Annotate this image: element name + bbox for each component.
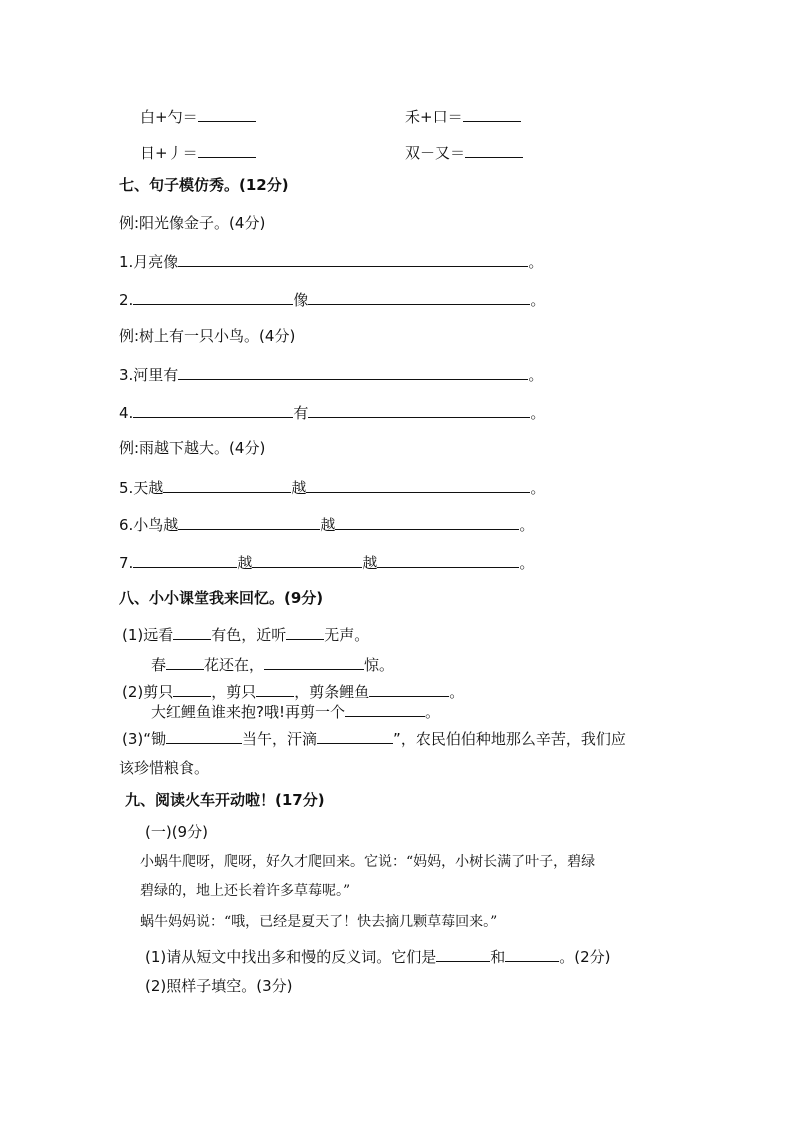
answer-blank[interactable] <box>286 623 324 640</box>
answer-blank[interactable] <box>465 141 523 158</box>
question-8-1b: 春 花还在， 惊。 <box>151 653 394 675</box>
question-8-2b: 大红鲤鱼谁来抱?哦!再剪一个 。 <box>151 700 440 722</box>
answer-blank[interactable] <box>335 513 519 530</box>
answer-blank[interactable] <box>166 653 204 670</box>
reading-passage-line-2: 碧绿的，地上还长着许多草莓呢。” <box>140 883 351 899</box>
answer-blank[interactable] <box>436 945 490 962</box>
answer-blank[interactable] <box>163 476 291 493</box>
answer-blank[interactable] <box>377 551 519 568</box>
answer-blank[interactable] <box>133 288 293 305</box>
answer-blank[interactable] <box>166 727 242 744</box>
example-2: 例:树上有一只小鸟。(4分) <box>119 327 296 345</box>
answer-blank[interactable] <box>178 363 528 380</box>
question-8-3-continued: 该珍惜粮食。 <box>119 759 210 777</box>
section-9-title: 九、阅读火车开动啦！(17分) <box>125 791 325 809</box>
question-8-1a: (1)远看 有色，近听 无声。 <box>122 623 369 645</box>
sentence-line-3: 3.河里有 。 <box>119 363 543 385</box>
answer-blank[interactable] <box>198 141 256 158</box>
answer-blank[interactable] <box>252 551 362 568</box>
part-1-label: (一)(9分) <box>145 823 208 841</box>
section-8-title: 八、小小课堂我来回忆。(9分) <box>119 589 324 607</box>
sentence-line-7: 7. 越 越 。 <box>119 551 534 573</box>
sentence-line-5: 5.天越 越 。 <box>119 476 545 498</box>
reading-passage-line-1: 小蜗牛爬呀，爬呀，好久才爬回来。它说：“妈妈，小树长满了叶子，碧绿 <box>140 854 596 870</box>
answer-blank[interactable] <box>256 680 294 697</box>
answer-blank[interactable] <box>133 551 237 568</box>
sentence-line-6: 6.小鸟越 越 。 <box>119 513 534 535</box>
answer-blank[interactable] <box>198 105 256 122</box>
answer-blank[interactable] <box>178 250 528 267</box>
answer-blank[interactable] <box>264 653 364 670</box>
sentence-line-1: 1.月亮像 。 <box>119 250 543 272</box>
answer-blank[interactable] <box>317 727 393 744</box>
answer-blank[interactable] <box>369 680 449 697</box>
char-equation-2: 禾+口＝ <box>405 105 521 127</box>
sentence-line-4: 4. 有 。 <box>119 401 545 423</box>
question-8-3: (3)“锄 当午，汗滴 ”，农民伯伯种地那么辛苦，我们应 <box>122 727 626 749</box>
question-9-2: (2)照样子填空。(3分) <box>145 977 293 995</box>
answer-blank[interactable] <box>308 288 530 305</box>
question-8-2a: (2)剪只 ，剪只 ，剪条鲤鱼 。 <box>122 680 464 702</box>
char-equation-4: 双－又＝ <box>405 141 523 163</box>
answer-blank[interactable] <box>505 945 559 962</box>
answer-blank[interactable] <box>133 401 293 418</box>
answer-blank[interactable] <box>306 476 530 493</box>
char-equation-3: 日+丿＝ <box>140 141 256 163</box>
example-3: 例:雨越下越大。(4分) <box>119 439 266 457</box>
char-equation-1: 白+勺＝ <box>140 105 256 127</box>
example-1: 例:阳光像金子。(4分) <box>119 214 266 232</box>
answer-blank[interactable] <box>345 700 425 717</box>
answer-blank[interactable] <box>173 623 211 640</box>
answer-blank[interactable] <box>178 513 320 530</box>
answer-blank[interactable] <box>308 401 530 418</box>
answer-blank[interactable] <box>463 105 521 122</box>
reading-passage-line-3: 蜗牛妈妈说：“哦，已经是夏天了！快去摘几颗草莓回来。” <box>140 914 498 930</box>
question-9-1: (1)请从短文中找出多和慢的反义词。它们是 和 。(2分) <box>145 945 611 967</box>
answer-blank[interactable] <box>173 680 211 697</box>
section-7-title: 七、句子模仿秀。(12分) <box>119 176 289 194</box>
sentence-line-2: 2. 像 。 <box>119 288 545 310</box>
